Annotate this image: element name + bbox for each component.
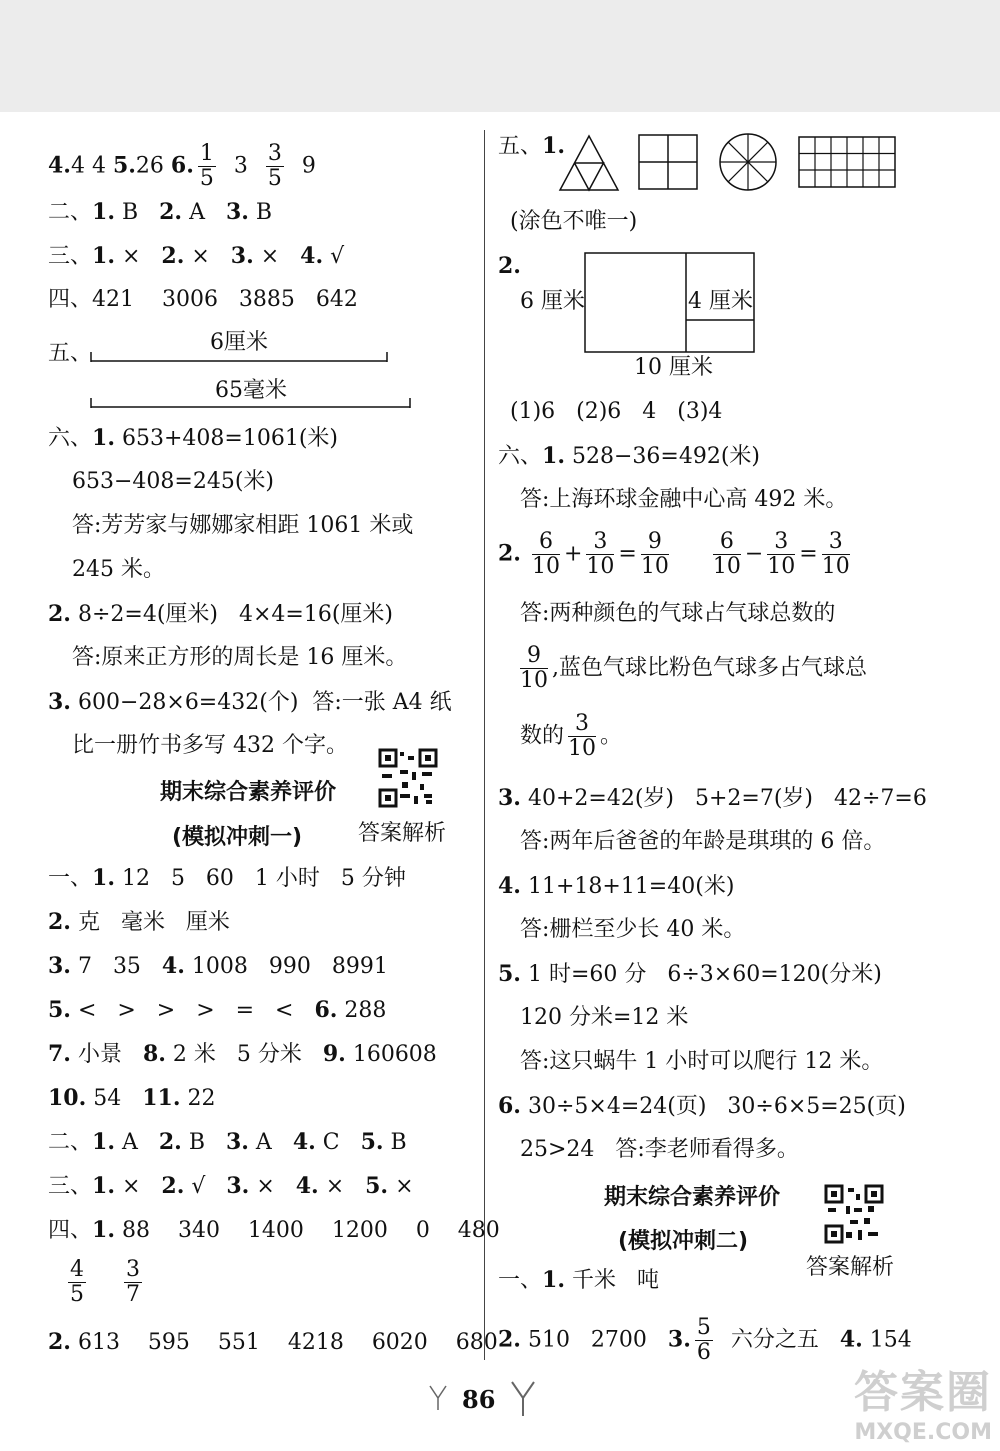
answer-line: 653−408=245(米) (72, 469, 275, 494)
answer-line: 六、1. 528−36=492(米) (498, 443, 760, 469)
answer-line: 数的 $\frac{3}{10}$ 。 (520, 711, 623, 761)
answer-line: $\frac{9}{10}$ ,蓝色气球比粉色气球多占气球总 (520, 643, 867, 693)
answer-line: 答:两种颜色的气球占气球总数的 (520, 601, 836, 626)
answer-line (64, 1258, 146, 1307)
answer-line: 120 分米=12 米 (520, 1005, 689, 1030)
qr-code-icon (824, 1184, 884, 1244)
answer-key-label: 答案解析 (358, 821, 447, 846)
fraction: $\frac{3}{5}$ (267, 141, 282, 191)
rect-bottom-label: 10 厘米 (634, 355, 713, 380)
rect-inner-label: 4 厘米 (688, 289, 753, 314)
answer-line: 25>24 答:李老师看得多。 (520, 1137, 799, 1162)
fraction: $\frac{6}{10}$ (531, 529, 560, 579)
answer-line: 答:上海环球金融中心高 492 米。 (520, 487, 848, 512)
fraction: $\frac{3}{10}$ (821, 529, 850, 579)
fraction: $\frac{3}{10}$ (767, 529, 796, 579)
answer-line: 2. (498, 253, 521, 279)
section-heading: 期末综合素养评价 (160, 780, 337, 805)
answer-line: 二、1. A 2. B 3. A 4. C 5. B (48, 1129, 407, 1155)
answer-line: 六、1. 653+408=1061(米) (48, 425, 338, 451)
answer-line: 10. 54 11. 22 (48, 1085, 216, 1111)
fraction: $\frac{4}{5}$ (70, 1257, 84, 1307)
section-heading: 期末综合素养评价 (604, 1185, 781, 1210)
answer-line: 4.4 4 5.26 6. $\frac{1}{5}$ 3 $\frac{3}{5}$ 9 (48, 141, 316, 191)
answer-line: 5. < > > > = < 6. 288 (48, 997, 387, 1023)
answer-line: 2. $\frac{6}{10}$ + $\frac{3}{10}$ = $\frac{9}{10}$ $\frac{6}{10}$ − $\frac{3}{10}$ = $\frac{3}{10}$ (498, 529, 850, 579)
fraction: $\frac{6}{10}$ (712, 529, 741, 579)
answer-line: 5. 1 时=60 分 6÷3×60=120(分米) (498, 961, 882, 987)
fraction: $\frac{9}{10}$ (640, 529, 669, 579)
answer-key-label: 答案解析 (806, 1255, 895, 1280)
answer-line: 4. 11+18+11=40(米) (498, 873, 735, 899)
watermark: 答案圈 MXQE.COM (854, 1367, 992, 1445)
answer-line: 3. 600−28×6=432(个) 答:一张 A4 纸 (48, 689, 452, 715)
page-ornament-icon (510, 1378, 536, 1418)
answer-line: 答:芳芳家与娜娜家相距 1061 米或 (72, 513, 414, 538)
answer-line: 五、1. (498, 133, 565, 159)
answer-line: (1)6 (2)6 4 (3)4 (510, 399, 723, 424)
section-subheading: (模拟冲刺二) (618, 1229, 749, 1254)
answer-line: 答:原来正方形的周长是 16 厘米。 (72, 645, 408, 670)
qr-code-icon (378, 748, 438, 808)
answer-line: 7. 小景 8. 2 米 5 分米 9. 160608 (48, 1041, 437, 1067)
circle-figure (718, 132, 778, 192)
segment-65mm (90, 396, 415, 410)
page-number: 86 (462, 1385, 496, 1414)
page-ornament-icon (428, 1382, 448, 1412)
fraction: $\frac{1}{5}$ (199, 141, 214, 191)
answer-line: 一、1. 千米 吨 (498, 1267, 659, 1293)
top-margin (0, 0, 1000, 112)
answer-line: 三、1. × 2. √ 3. × 4. × 5. × (48, 1173, 414, 1199)
segment-6cm (90, 350, 400, 364)
answer-line: 二、1. B 2. A 3. B (48, 199, 273, 225)
segment-label: 65毫米 (215, 378, 287, 403)
answer-line: 3. 40+2=42(岁) 5+2=7(岁) 42÷7=6 (498, 785, 927, 811)
triangle-figure (558, 134, 620, 192)
rect-side-label: 6 厘米 (520, 289, 585, 314)
fraction: $\frac{5}{6}$ (696, 1315, 711, 1365)
answer-line: 四、1. 88 340 1400 1200 0 480 (48, 1217, 500, 1243)
answer-line: 2. 克 毫米 厘米 (48, 909, 230, 935)
square-grid-figure (638, 134, 698, 190)
answer-line: 3. 7 35 4. 1008 990 8991 (48, 953, 388, 979)
answer-note: (涂色不唯一) (510, 209, 638, 234)
answer-line: 比一册竹书多写 432 个字。 (72, 733, 348, 758)
answer-line: 2. 613 595 551 4218 6020 680 (48, 1329, 498, 1355)
fraction: $\frac{3}{7}$ (126, 1257, 140, 1307)
answer-line: 6. 30÷5×4=24(页) 30÷6×5=25(页) (498, 1093, 906, 1119)
answer-line: 答:这只蜗牛 1 小时可以爬行 12 米。 (520, 1049, 884, 1074)
fraction: $\frac{3}{10}$ (586, 529, 615, 579)
answer-line: 2. 8÷2=4(厘米) 4×4=16(厘米) (48, 601, 393, 627)
answer-line: 一、1. 12 5 60 1 小时 5 分钟 (48, 865, 406, 891)
rectangle-grid-figure (798, 136, 896, 188)
column-divider (484, 130, 485, 1360)
fraction: $\frac{3}{10}$ (568, 711, 597, 761)
answer-line: 答:栅栏至少长 40 米。 (520, 917, 746, 942)
answer-line: 五、 (48, 341, 93, 366)
fraction: $\frac{9}{10}$ (520, 643, 548, 693)
answer-line: 四、421 3006 3885 642 (48, 287, 358, 312)
section-subheading: (模拟冲刺一) (172, 825, 303, 850)
answer-line: 三、1. × 2. × 3. × 4. √ (48, 243, 345, 269)
segment-label: 6厘米 (210, 330, 268, 355)
answer-line: 245 米。 (72, 557, 165, 582)
answer-line: 2. 510 2700 3. $\frac{5}{6}$ 六分之五 4. 154 (498, 1315, 912, 1365)
answer-line: 答:两年后爸爸的年龄是琪琪的 6 倍。 (520, 829, 886, 854)
